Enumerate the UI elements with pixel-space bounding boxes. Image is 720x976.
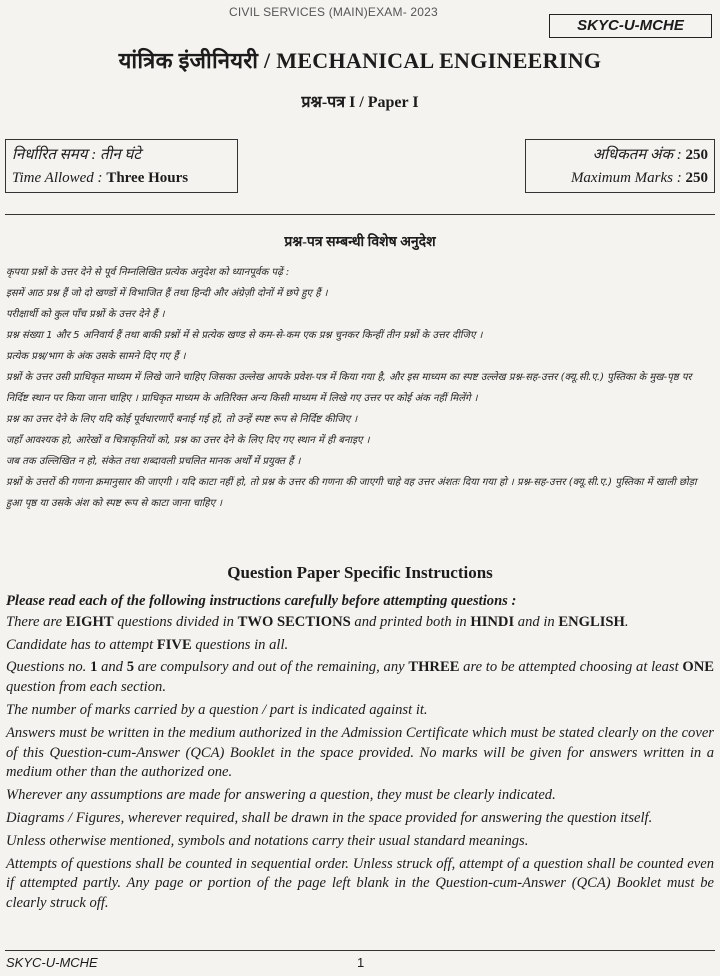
divider-rule — [5, 214, 715, 215]
english-instruction-7: Diagrams / Figures, wherever required, shall be drawn in the space provided for answering the question itself. — [6, 809, 653, 826]
page-number: 1 — [357, 955, 365, 970]
hindi-instruction: प्रश्न संख्या 1 और 5 अनिवार्य हैं तथा बाकी प्रश्नों में से प्रत्येक खण्ड से कम-से-कम एक प्रश्न चुनकर किन्हीं तीन प्रश्नों के उत्तर दीजिए । — [6, 330, 483, 341]
time-english-line — [12, 167, 231, 190]
english-instruction-6: Wherever any assumptions are made for answering a question, they must be clearly indicated. — [6, 787, 556, 804]
hindi-instruction: प्रत्येक प्रश्न/भाग के अंक उसके सामने दिए गए हैं । — [6, 351, 186, 362]
hindi-instruction: परीक्षार्थी को कुल पाँच प्रश्नों के उत्तर देने हैं । — [6, 309, 165, 320]
marks-english-line — [532, 167, 708, 190]
paper-title: प्रश्न-पत्र I / Paper I — [301, 94, 419, 111]
footer-paper-code: SKYC-U-MCHE — [6, 955, 98, 970]
english-instruction-3: Questions no. 1 and 5 are compulsory and out of the remaining, any THREE are to be attempted choosing at least ONE question from each section. — [6, 659, 714, 696]
time-value: Three Hours — [106, 170, 189, 186]
english-instructions-list — [6, 592, 714, 917]
hindi-instruction: कृपया प्रश्नों के उत्तर देने से पूर्व निम्नलिखित प्रत्येक अनुदेश को ध्यानपूर्वक पढ़ें : — [6, 267, 290, 278]
hindi-instruction: प्रश्नों के उत्तर उसी प्राधिकृत माध्यम में लिखे जाने चाहिए जिसका उल्लेख आपके प्रवेश-पत्र में किया गया है, और इस माध्यम का स्पष्ट उल्लेख प्रश्न-सह-उत्तर (क्यू.सी.ए.) पुस्तिका के मुख-पृष्ठ पर निर्दिष्ट स्थान पर किया जाना चाहिए । प्राधिकृत माध्यम के अतिरिक्त अन्य किसी माध्यम में लिखे गए उत्तर पर कोई अंक नहीं मिलेंगे । — [6, 372, 692, 404]
english-instruction-2: Candidate has to attempt FIVE questions in all. — [6, 636, 289, 653]
paper-code-box: SKYC-U-MCHE — [549, 14, 712, 38]
hindi-instruction: जहाँ आवश्यक हो, आरेखों व चित्राकृतियों को, प्रश्न का उत्तर देने के लिए दिए गए स्थान में ही बनाइए । — [6, 435, 370, 446]
marks-hindi-label: अधिकतम अंक : — [592, 147, 686, 163]
hindi-instruction: इसमें आठ प्रश्न हैं जो दो खण्डों में विभाजित हैं तथा हिन्दी और अंग्रेज़ी दोनों में छपे हुए हैं । — [6, 288, 328, 299]
marks-hindi-line — [532, 144, 708, 167]
marks-value: 250 — [685, 170, 708, 186]
exam-title: CIVIL SERVICES (MAIN)EXAM- 2023 — [229, 5, 438, 19]
hindi-instructions-list — [6, 262, 714, 514]
time-allowed-box — [5, 139, 238, 193]
footer-rule — [5, 950, 715, 951]
marks-label: Maximum Marks : — [570, 170, 686, 186]
hindi-instruction: जब तक उल्लिखित न हो, संकेत तथा शब्दावली प्रचलित मानक अर्थों में प्रयुक्त हैं । — [6, 456, 301, 467]
english-instruction-1: There are EIGHT questions divided in TWO SECTIONS and printed both in HINDI and in ENGLISH. — [6, 613, 629, 630]
marks-hindi-value: 250 — [685, 147, 708, 163]
time-label: Time Allowed : — [12, 170, 107, 186]
time-hindi-label: निर्धारित समय : तीन घंटे — [12, 147, 141, 163]
subject-title: यांत्रिक इंजीनियरी / MECHANICAL ENGINEERING — [118, 48, 602, 73]
english-instruction-4: The number of marks carried by a question / part is indicated against it. — [6, 701, 428, 718]
maximum-marks-box — [525, 139, 715, 193]
hindi-instructions-heading: प्रश्न-पत्र सम्बन्धी विशेष अनुदेश — [284, 235, 436, 250]
english-lead: Please read each of the following instructions carefully before attempting questions : — [6, 593, 517, 609]
english-instruction-8: Unless otherwise mentioned, symbols and notations carry their usual standard meanings. — [6, 832, 529, 849]
hindi-instruction: प्रश्नों के उत्तरों की गणना क्रमानुसार की जाएगी । यदि काटा नहीं हो, तो प्रश्न के उत्तर की गणना की जाएगी चाहे वह उत्तर अंशतः दिया गया हो । प्रश्न-सह-उत्तर (क्यू.सी.ए.) पुस्तिका में खाली छोड़ा हुआ पृष्ठ या उसके अंश को स्पष्ट रूप से काटा जाना चाहिए । — [6, 477, 697, 509]
english-instruction-5: Answers must be written in the medium authorized in the Admission Certificate which must be stated clearly on the cover of this Question-cum-Answer (QCA) Booklet in the space provided. No marks will be given for answers written in a medium other than the authorized one. — [6, 724, 714, 781]
english-instruction-9: Attempts of questions shall be counted in sequential order. Unless struck off, attempt of a question shall be counted even if attempted partly. Any page or portion of the page left blank in the Question-cum-Answer (QCA) Booklet must be clearly struck off. — [6, 855, 714, 912]
hindi-instruction: प्रश्न का उत्तर देने के लिए यदि कोई पूर्वधारणाएँ बनाई गई हों, तो उन्हें स्पष्ट रूप से निर्दिष्ट कीजिए । — [6, 414, 358, 425]
english-instructions-heading: Question Paper Specific Instructions — [227, 563, 493, 582]
